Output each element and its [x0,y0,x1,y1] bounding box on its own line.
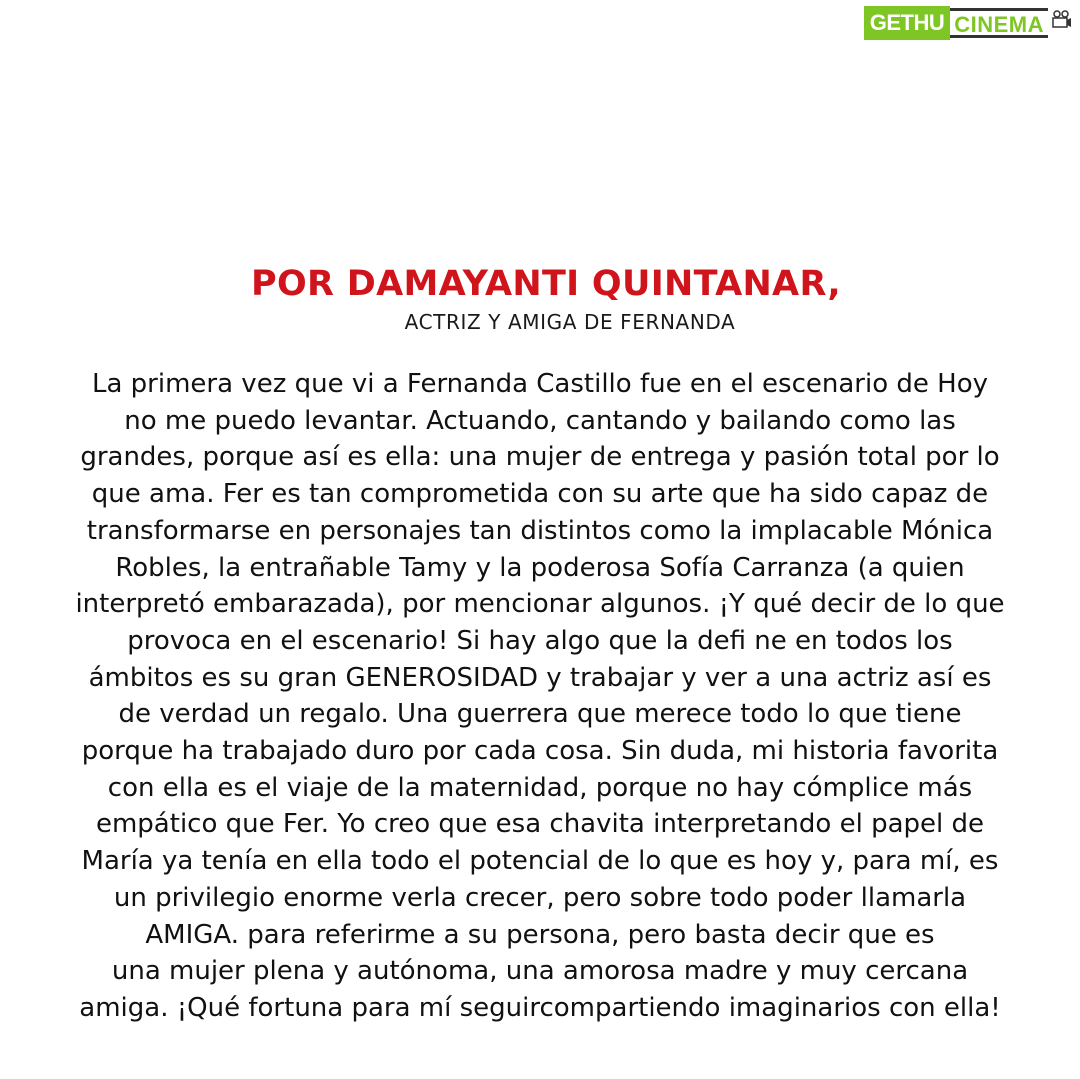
body-line: ámbitos es su gran GENEROSIDAD y trabajar y ver a una actriz así es [88,662,992,693]
body-line: con ella es el viaje de la maternidad, porque no hay cómplice más [107,772,973,803]
film-camera-icon [1050,8,1072,38]
body-line: provoca en el escenario! Si hay algo que la defi ne en todos los [127,625,953,656]
body-line: transformarse en personajes tan distintos como la implacable Mónica [86,515,994,546]
body-line: empático que Fer. Yo creo que esa chavita interpretando el papel de [95,809,984,840]
body-line: no me puedo levantar. Actuando, cantando y bailando como las [124,405,956,436]
body-line: que ama. Fer es tan comprometida con su arte que ha sido capaz de [91,479,989,510]
body-line: María ya tenía en ella todo el potencial de lo que es hoy y, para mí, es [81,846,999,877]
article-header [0,262,1080,336]
author-role: ACTRIZ Y AMIGA DE FERNANDA [404,310,736,334]
body-line: de verdad un regalo. Una guerrera que merece todo lo que tiene [118,699,962,730]
body-line: La primera vez que vi a Fernanda Castillo fue en el escenario de Hoy [92,369,988,399]
gethucinema-watermark-logo [864,6,1072,40]
body-line: AMIGA. para referirme a su persona, pero basta decir que es [145,919,935,950]
logo-text-cinema: CINEMA [950,8,1048,38]
body-line: Robles, la entrañable Tamy y la poderosa Sofía Carranza (a quien [115,552,965,583]
body-line: porque ha trabajado duro por cada cosa. Sin duda, mi historia favorita [81,736,999,767]
body-line: interpretó embarazada), por mencionar algunos. ¡Y qué decir de lo que [75,589,1005,620]
author-name: POR DAMAYANTI QUINTANAR, [251,264,841,304]
testimonial-body [20,366,1060,1027]
body-line: amiga. ¡Qué fortuna para mí seguircompartiendo imaginarios con ella! [79,992,1001,1023]
body-line: grandes, porque así es ella: una mujer de entrega y pasión total por lo [80,442,1000,473]
logo-text-gethu: GETHU [864,6,951,40]
body-line: un privilegio enorme verla crecer, pero sobre todo poder llamarla [113,882,967,913]
body-line: una mujer plena y autónoma, una amorosa madre y muy cercana [111,956,969,987]
